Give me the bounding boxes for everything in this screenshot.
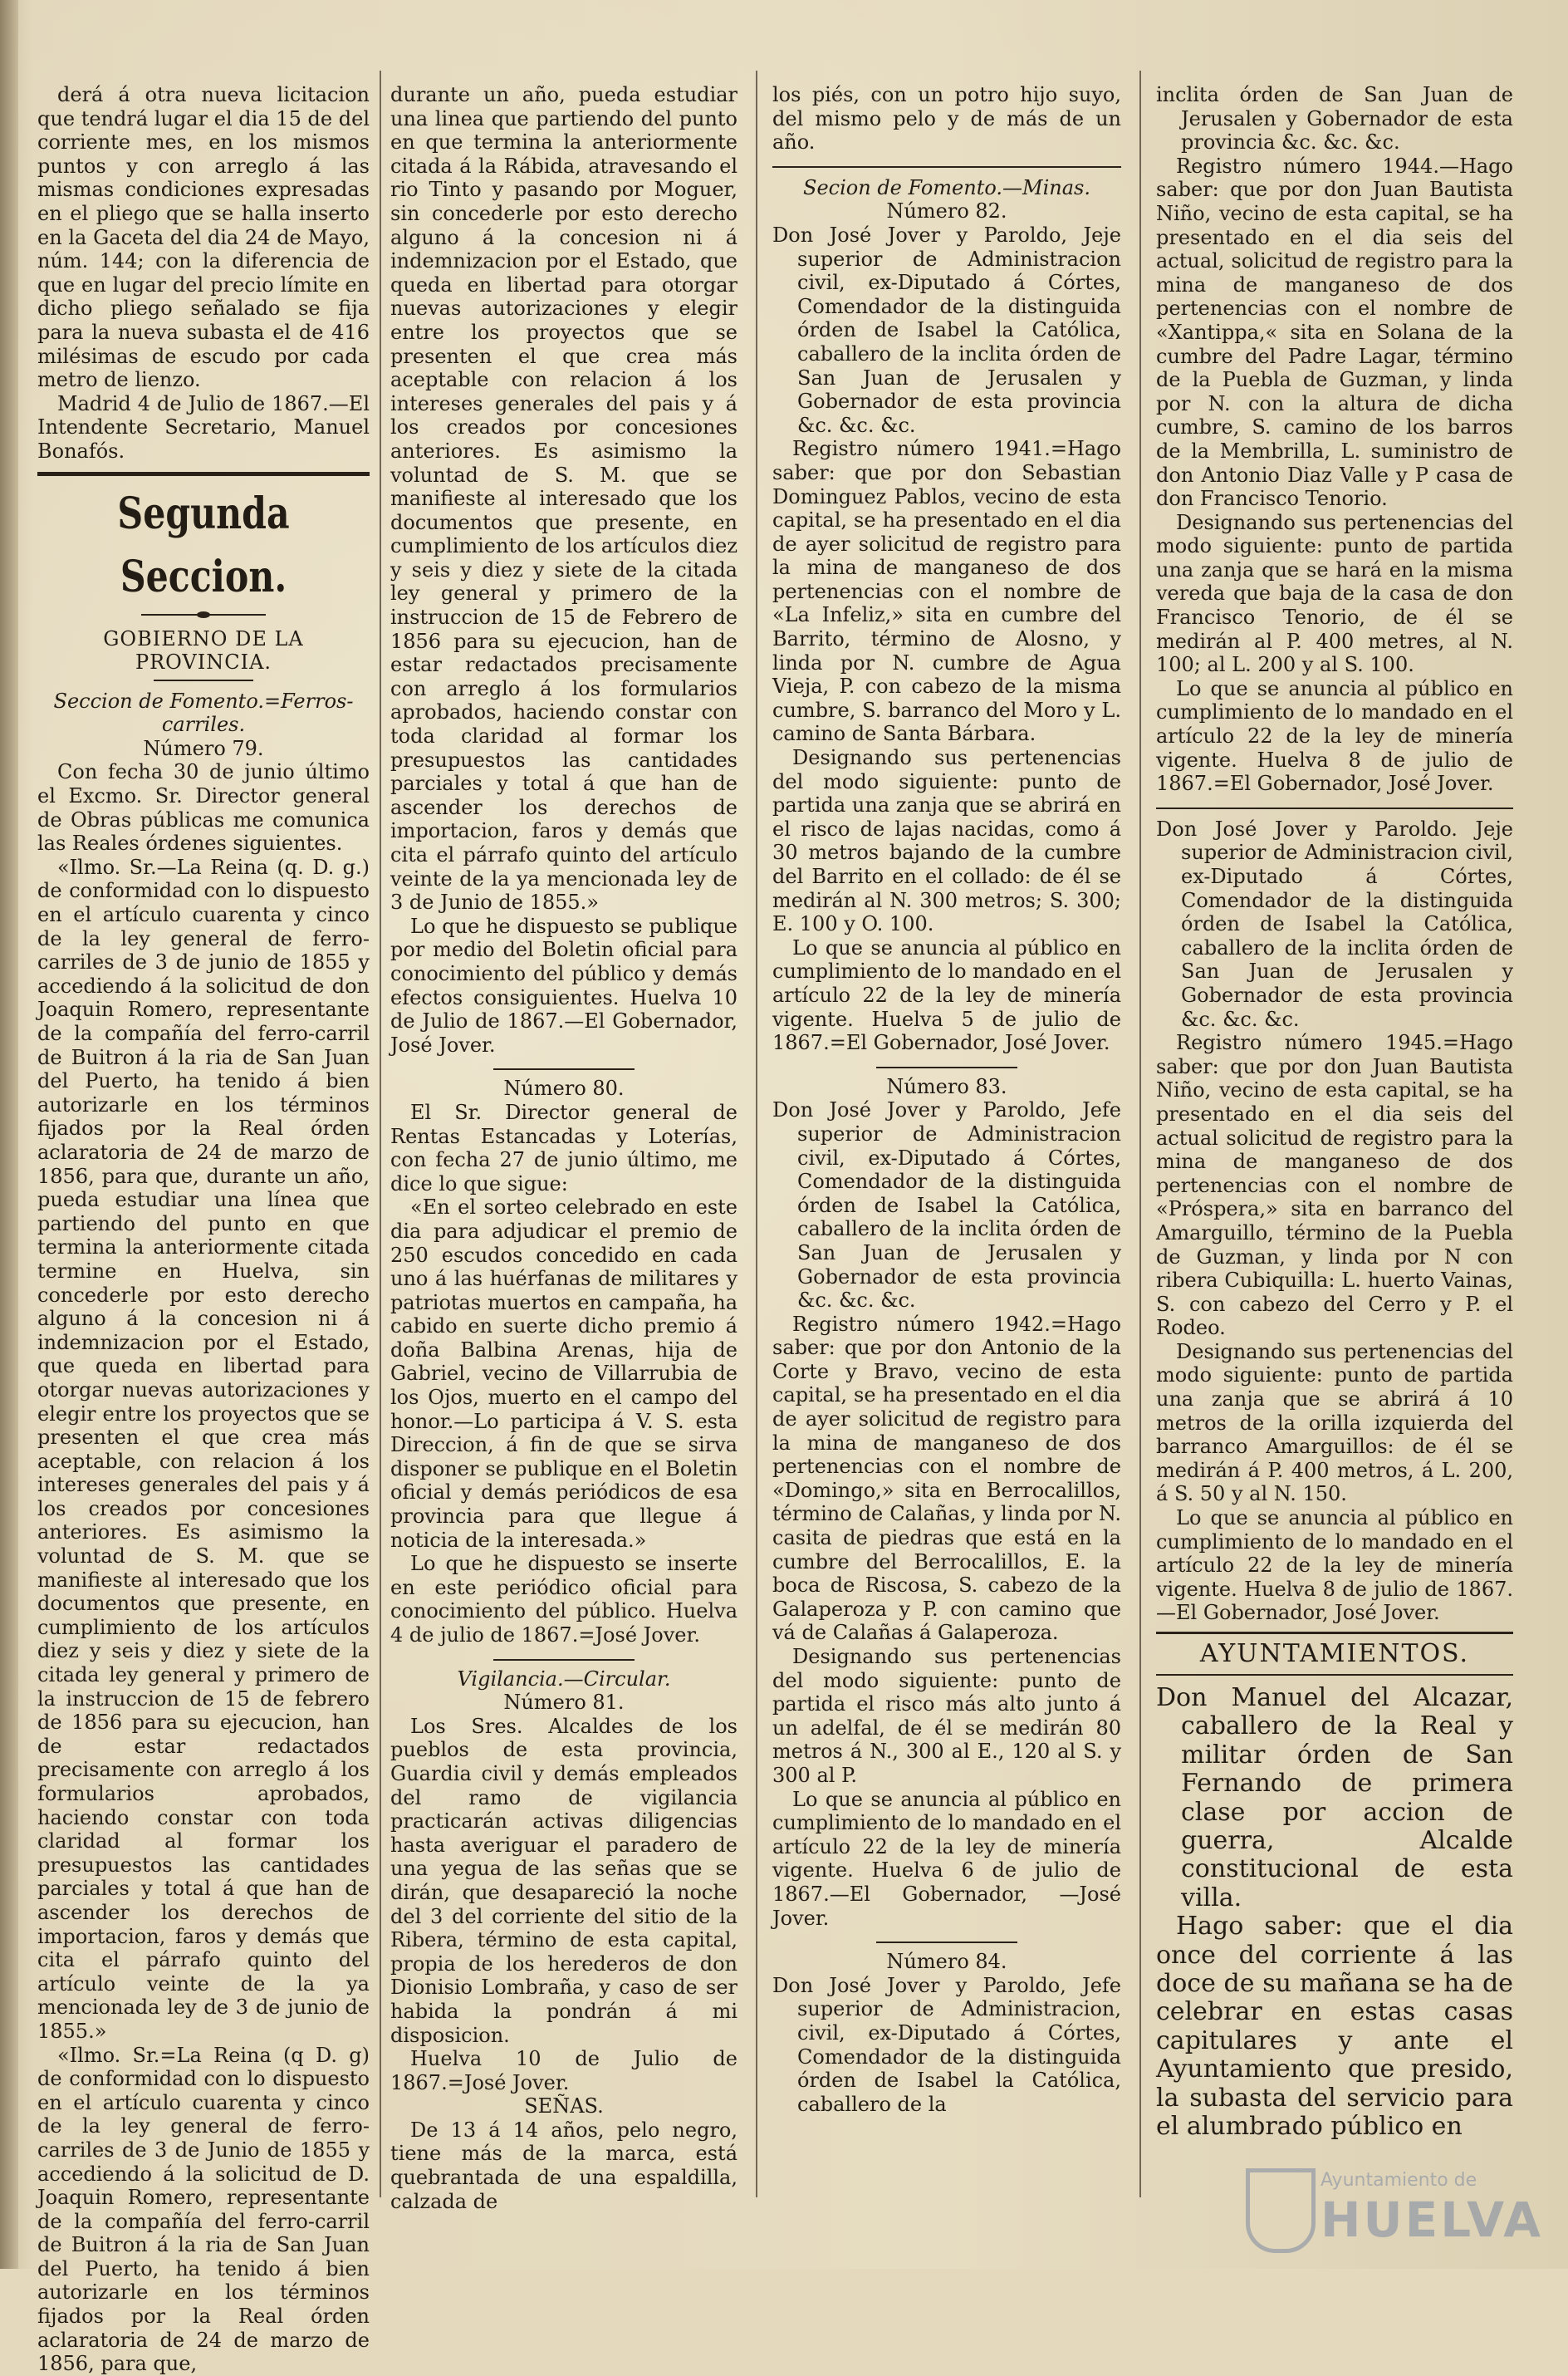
section-rule [37, 472, 370, 476]
subsection-heading: Secion de Fomento.—Minas. [803, 175, 1090, 199]
body-paragraph: Lo que he dispuesto se inserte en este periódico oficial para conocimiento del público. Huelva 4 de julio de 1867.=José Jover. [390, 1552, 737, 1647]
body-paragraph: Designando sus pertenencias del modo siguiente: punto de partida una zanja que se abrirá en el risco de lajas nacidas, como á 30 metros bajando de la cumbre del Barrito en el collado: de él se medirán al N. 300 metros; S. 300; E. 100 y O. 100. [772, 746, 1121, 936]
body-paragraph: Con fecha 30 de junio último el Excmo. Sr. Director general de Obras públicas me comunica las Reales órdenes siguientes. [37, 760, 370, 856]
body-paragraph: Designando sus pertenencias del modo siguiente: punto de partida el risco más alto junto á un adelfal, de él se medirán 80 metros á N., 300 al E., 120 al S. y 300 al P. [772, 1645, 1121, 1787]
body-paragraph: «En el sorteo celebrado en este dia para adjudicar el premio de 250 escudos concedido en cada uno á las huérfanas de militares y patriotas muertos en campaña, ha cabido en suerte dicho premio á doña Balbina Arenas, hija de Gabriel, vecino de Villarrubia de los Ojos, muerto en el campo del honor.—Lo participa á V. S. esta Direccion, á fin de que se sirva disponer se publique en el Boletin oficial y demás periódicos de esa provincia para que llegue á noticia de la interesada.» [390, 1195, 737, 1552]
column-3 [772, 83, 1121, 2243]
official-title-paragraph: Don José Jover y Paroldo, Jefe superior de Administracion civil, ex-Diputado á Córtes, Comendador de la distinguida órden de Isabel la Católica, caballero de la inclita órden de San Juan de Jerusalen y Gobernador de esta provincia &c. &c. &c. [772, 1098, 1121, 1313]
separator-rule [876, 1067, 1017, 1068]
separator-rule [493, 1659, 635, 1661]
department-heading: GOBIERNO DE LA PROVINCIA. [103, 626, 304, 675]
coat-of-arms-icon [1246, 2168, 1316, 2253]
body-paragraph: Designando sus pertenencias del modo siguiente: punto de partida una zanja que se abrirá á 10 metros de la orilla izquierda del barranco Amarguillos: de él se medirán á P. 400 metros, á L. 200, á S. 50 y al N. 150. [1156, 1339, 1513, 1506]
body-paragraph: Lo que he dispuesto se publique por medio del Boletin oficial para conocimiento del público y demás efectos consiguientes. Huelva 10 de Julio de 1867.—El Gobernador, José Jover. [390, 914, 737, 1057]
official-title-paragraph: Don José Jover y Paroldo. Jeje superior de Administracion civil, ex-Diputado á Córtes, Comendador de la distinguida órden de Isabel la Católica, caballero de la inclita órden de San Juan de Jerusalen y Gobernador de esta provincia &c. &c. &c. [1156, 817, 1513, 1031]
column-divider [1139, 71, 1141, 2197]
stamp-line-1: Ayuntamiento de [1321, 2170, 1477, 2191]
item-number: Número 81. [503, 1691, 625, 1715]
body-paragraph: derá á otra nueva licitacion que tendrá lugar el dia 15 de del corriente mes, en los mismos puntos y con arreglo á las mismas condiciones expresadas en el pliego que se halla inserto en la Gaceta del dia 24 de Mayo, núm. 144; con la diferencia de que en lugar del precio límite en dicho pliego señalado se fija para la nueva subasta el de 416 milésimas de escudo por cada metro de lienzo. [37, 83, 370, 392]
column-1 [37, 83, 370, 2376]
body-paragraph: Huelva 10 de Julio de 1867.=José Jover. [390, 2047, 737, 2094]
body-paragraph: Registro número 1941.=Hago saber: que por don Sebastian Dominguez Pablos, vecino de esta capital, se ha presentado en el dia de ayer solicitud de registro para la mina de manganeso de dos pertenencias con el nombre de «La Infeliz,» sita en cumbre del Barrito, término de Alosno, y linda por N. cumbre de Agua Vieja, P. con cabezo de la misma cumbre, S. barranco del Moro y L. camino de Santa Bárbara. [772, 437, 1121, 746]
item-number: Número 82. [886, 199, 1007, 223]
separator-rule [1156, 808, 1513, 809]
item-number: Número 80. [503, 1077, 625, 1101]
subsection-heading: Vigilancia.—Circular. [457, 1667, 671, 1691]
body-paragraph: Madrid 4 de Julio de 1867.—El Intendente Secretario, Manuel Bonafós. [37, 391, 370, 463]
body-paragraph: El Sr. Director general de Rentas Estancadas y Loterías, con fecha 27 de junio último, me dice lo que sigue: [390, 1100, 737, 1195]
column-4 [1156, 83, 1513, 2243]
official-title-paragraph: Don José Jover y Paroldo, Jefe superior de Administracion, civil, ex-Diputado á Córtes, Comendador de la distinguida órden de Isabel la Católica, caballero de la [772, 1973, 1121, 2116]
body-paragraph: Hago saber: que el dia once del corriente á las doce de su mañana se ha de celebrar en estas casas capitulares y ante el Ayuntamiento que presido, la subasta del servicio para el alumbrado público en [1156, 1912, 1513, 2142]
body-paragraph: De 13 á 14 años, pelo negro, tiene más de la marca, está quebrantada de una espaldilla, calzada de [390, 2118, 737, 2213]
section-heading: Segunda Seccion. [117, 488, 290, 602]
separator-rule [772, 166, 1121, 168]
body-paragraph: «Ilmo. Sr.—La Reina (q. D. g.) de conformidad con lo dispuesto en el artículo cuarenta y cinco de la ley general de ferro-carriles de 3 de junio de 1855 y accediendo á la solicitud de don Joaquin Romero, representante de la compañía del ferro-carril de Buitron á la ria de San Juan del Puerto, ha tenido á bien autorizarle en los términos fijados por la Real órden aclaratoria de 24 de marzo de 1856, para que, durante un año, pueda estudiar una línea que partiendo del punto en que termina la anteriormente citada termine en Huelva, sin concederle por esto derecho alguno á la concesion ni á indemnizacion por el Estado, que queda en libertad para otorgar nuevas autorizaciones y elegir entre los proyectos que se presenten el que crea más aceptable, con relacion á los intereses generales del pais y á los creados por concesiones anteriores. Es asimismo la voluntad de S. M. que se manifieste al interesado que los documentos que presente, en cumplimiento de los artículos diez y seis y diez y siete de la citada ley general y primero de la instruccion de 15 de febrero de 1856 para su ejecucion, han de estar redactados precisamente con arreglo á los formularios aprobados, haciendo constar con toda claridad al formar los presupuestos las cantidades parciales y total á que han de ascender los derechos de importacion, faros y demás que cita el párrafo quinto del artículo veinte de la ya mencionada ley de 3 de junio de 1855.» [37, 855, 370, 2043]
body-paragraph: Lo que se anuncia al público en cumplimiento de lo mandado en el artículo 22 de la ley de minería vigente. Huelva 8 de julio de 1867.—El Gobernador, José Jover. [1156, 1506, 1513, 1625]
item-number: Número 84. [886, 1950, 1007, 1974]
body-paragraph: Lo que se anuncia al público en cumplimiento de lo mandado en el artículo 22 de la ley de minería vigente. Huelva 8 de julio de 1867.=El Gobernador, José Jover. [1156, 676, 1513, 796]
item-number: Número 79. [143, 736, 264, 760]
short-rule [154, 680, 253, 681]
ornament-rule [141, 614, 266, 616]
official-title-paragraph: Don Manuel del Alcazar, caballero de la Real y militar órden de San Fernando de primera clase por accion de guerra, Alcalde constitucional de esta villa. [1156, 1683, 1513, 1912]
separator-rule [876, 1942, 1017, 1943]
body-paragraph: Lo que se anuncia al público en cumplimiento de lo mandado en el artículo 22 de la ley de minería vigente. Huelva 5 de julio de 1867.=El Gobernador, José Jover. [772, 935, 1121, 1055]
official-title-paragraph: inclita órden de San Juan de Jerusalen y Gobernador de esta provincia &c. &c. &c. [1156, 83, 1513, 155]
column-divider [380, 71, 381, 2197]
stamp-line-2: HUELVA [1321, 2192, 1544, 2248]
column-divider [756, 71, 757, 2197]
body-paragraph: Designando sus pertenencias del modo siguiente: punto de partida una zanja que se hará en la misma vereda que baja de la casa de don Francisco Tenorio, de él se medirán al P. 400 metres, al N. 100; al L. 200 y al S. 100. [1156, 510, 1513, 677]
archive-watermark-stamp [1237, 2160, 1553, 2260]
item-number: SEÑAS. [524, 2094, 604, 2118]
subsection-heading: Seccion de Fomento.=Ferros-carriles. [53, 689, 354, 737]
body-paragraph: Los Sres. Alcaldes de los pueblos de esta provincia, Guardia civil y demás empleados del ramo de vigilancia practicarán activas diligencias hasta averiguar el paradero de una yegua de las señas que se dirán, que desapareció la noche del 3 del corriente del sitio de la Ribera, término de esta capital, propia de los herederos de don Dionisio Lombraña, y caso de ser habida la pondrán á mi disposicion. [390, 1714, 737, 2047]
body-paragraph: «Ilmo. Sr.=La Reina (q D. g) de conformidad con lo dispuesto en el artículo cuarenta y cinco de la ley general de ferro-carriles de 3 de Junio de 1855 y accediendo á la solicitud de D. Joaquin Romero, representante de la compañía del ferro-carril de Buitron á la ria de San Juan del Puerto, ha tenido á bien autorizarle en los términos fijados por la Real órden aclaratoria de 24 de marzo de 1856, para que, [37, 2043, 370, 2376]
body-paragraph: durante un año, pueda estudiar una linea que partiendo del punto en que termina la anteriormente citada á la Rábida, atravesando el rio Tinto y pasando por Moguer, sin concederle por esto derecho alguno á la concesion ni á indemnizacion por el Estado, que queda en libertad para otorgar nuevas autorizaciones y elegir entre los proyectos que se presenten el que crea más aceptable con relacion á los intereses generales del pais y á los creados por concesiones anteriores. Es asimismo la voluntad de S. M. que se manifieste al interesado que los documentos que presente, en cumplimiento de los artículos diez y seis y diez y siete de la citada ley general y primero de la instruccion de 15 de Febrero de 1856 para su ejecucion, han de estar redactados precisamente con arreglo á los formularios aprobados, haciendo constar con toda claridad al formar los presupuestos las cantidades parciales y total á que han de ascender los derechos de importacion, faros y demás que cita el párrafo quinto del artículo veinte de la ya mencionada ley de 3 de Junio de 1855.» [390, 83, 737, 915]
body-paragraph: Registro número 1942.=Hago saber: que por don Antonio de la Corte y Bravo, vecino de esta capital, se ha presentado en el dia de ayer solicitud de registro para la mina de manganeso de dos pertenencias con el nombre de «Domingo,» sita en Berrocalillos, término de Calañas, y linda por N. casita de piedras que está en la cumbre del Berrocalillos, E. la boca de Riscosa, S. cabezo de la Galaperoza y P. con camino que vá de Calañas á Galaperoza. [772, 1312, 1121, 1645]
body-paragraph: Lo que se anuncia al público en cumplimiento de lo mandado en el artículo 22 de la ley de minería vigente. Huelva 6 de julio de 1867.—El Gobernador, —José Jover. [772, 1787, 1121, 1930]
separator-rule [493, 1068, 635, 1070]
column-2 [390, 83, 737, 2243]
item-number: Número 83. [886, 1074, 1007, 1098]
page-binding-edge [0, 0, 18, 2269]
official-title-paragraph: Don José Jover y Paroldo, Jeje superior de Administracion civil, ex-Diputado á Córtes, Comendador de la distinguida órden de Isabel la Católica, caballero de la inclita órden de San Juan de Jerusalen y Gobernador de esta provincia &c. &c. &c. [772, 223, 1121, 437]
body-paragraph: los piés, con un potro hijo suyo, del mismo pelo y de más de un año. [772, 83, 1121, 155]
body-paragraph: Registro número 1945.=Hago saber: que por don Juan Bautista Niño, vecino de esta capital, se ha presentado en el dia seis del actual solicitud de registro para la mina de manganeso de dos pertenencias con el nombre de «Próspera,» sita en barranco del Amarguillo, término de la Puebla de Guzman, y linda por N con ribera Cubiquilla: L. huerto Vainas, S. con cabezo del Cerro y P. el Rodeo. [1156, 1031, 1513, 1340]
body-paragraph: Registro número 1944.—Hago saber: que por don Juan Bautista Niño, vecino de esta capital, se ha presentado en el dia seis del actual, solicitud de registro para la mina de manganeso de dos pertenencias con el nombre de «Xantippa,« sita en Solana de la cumbre del Padre Lagar, término de la Puebla de Guzman, y linda por N. con la altura de dicha cumbre, S. camino de los barros de la Membrilla, L. suministro de don Antonio Diaz Valle y P casa de don Francisco Tenorio. [1156, 154, 1513, 511]
ayuntamientos-heading: AYUNTAMIENTOS. [1156, 1632, 1513, 1676]
